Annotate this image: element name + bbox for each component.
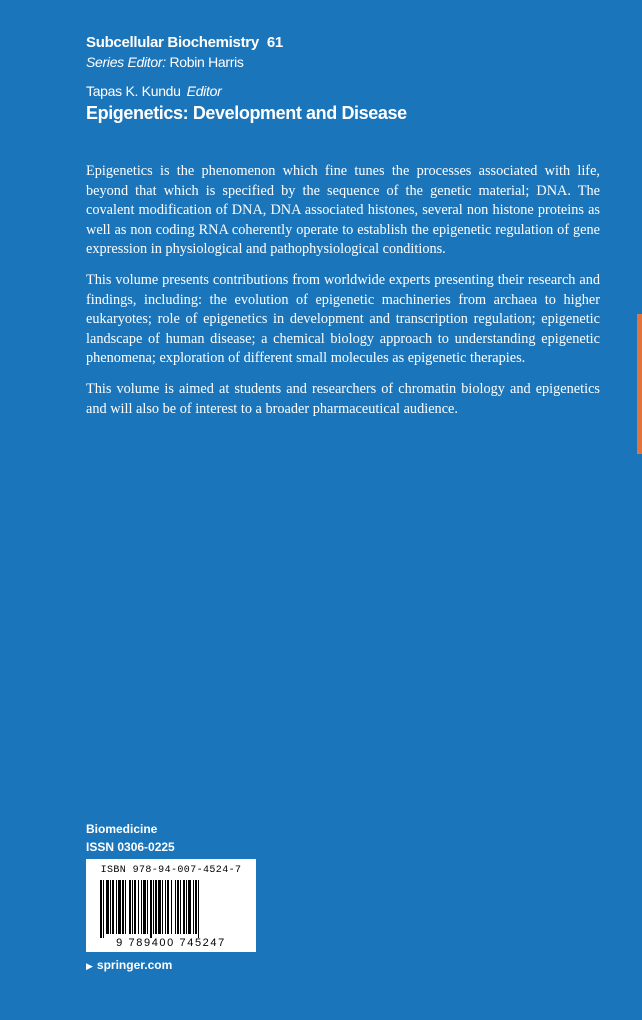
- blurb-paragraph-3: This volume is aimed at students and researchers of chromatin biology and epigenetics and will also be of interest to a broader pharmaceutical audience.: [86, 380, 600, 417]
- series-editor-name: Robin Harris: [169, 54, 244, 70]
- barcode-bar: [147, 880, 148, 934]
- barcode-bar: [186, 880, 187, 934]
- series-volume: 61: [266, 34, 283, 51]
- barcode-bars: [100, 880, 242, 938]
- barcode-bar: [183, 880, 185, 934]
- barcode-bar: [177, 880, 179, 934]
- barcode-bar: [175, 880, 176, 934]
- blurb-paragraph-2: This volume presents contributions from worldwide experts presenting their research and findings, including: the evolution of epigenetic machineries from archaea to higher eukaryotes; role of epigenetics in development and transcription regulation; epigenetic landscape of human disease; a chemical biology approach to understanding epigenetic phenomena; exploration of different small molecules as epigenetic therapies.: [86, 271, 600, 367]
- blurb-paragraph-1: Epigenetics is the phenomenon which fine tunes the processes associated with life, beyond that which is specified by the sequence of the genetic material; DNA. The covalent modification of DNA, DNA associated histones, several non histone proteins as well as non coding RNA coherently operate to establish the epigenetic regulation of gene expression in physiological and pathophysiological conditions.: [86, 163, 600, 258]
- barcode-bar: [110, 880, 111, 934]
- barcode-bar: [138, 880, 139, 934]
- editor-role: Editor: [186, 83, 222, 99]
- subject-category: Biomedicine: [86, 822, 158, 836]
- barcode-bar: [167, 880, 169, 934]
- barcode-bar: [155, 880, 157, 934]
- barcode-bar: [116, 880, 117, 934]
- barcode-bar: [141, 880, 142, 934]
- barcode-bar: [180, 880, 181, 934]
- play-arrow-icon: ▶: [86, 961, 93, 971]
- barcode-bar: [125, 880, 126, 934]
- book-title: Epigenetics: Development and Disease: [86, 103, 407, 123]
- barcode-bar: [143, 880, 146, 934]
- series-line: [86, 34, 283, 51]
- barcode-bar: [153, 880, 154, 934]
- barcode-bar: [106, 880, 109, 934]
- editor-name: Tapas K. Kundu: [86, 83, 181, 99]
- issn: ISSN 0306-0225: [86, 840, 175, 854]
- series-editor-label: Series Editor:: [86, 54, 166, 70]
- blurb: [86, 162, 600, 430]
- barcode-bar: [162, 880, 163, 934]
- website-text: springer.com: [96, 958, 173, 972]
- barcode-bar: [193, 880, 194, 934]
- barcode-bar: [158, 880, 161, 934]
- series-name: Subcellular Biochemistry: [86, 34, 259, 51]
- barcode-digits: 9 789400 745247: [116, 937, 226, 949]
- barcode-bar: [198, 880, 199, 938]
- barcode-bar: [129, 880, 131, 934]
- barcode-bar: [134, 880, 136, 934]
- barcode-bar: [122, 880, 124, 934]
- barcode-bar: [118, 880, 121, 934]
- barcode-bar: [100, 880, 102, 938]
- barcode-bar: [165, 880, 166, 934]
- barcode-bar: [195, 880, 197, 934]
- spine-accent-bar: [637, 314, 642, 454]
- barcode-bar: [103, 880, 104, 938]
- barcode-isbn: ISBN 978-94-007-4524-7: [100, 865, 242, 876]
- series-editor-line: [86, 54, 244, 70]
- barcode-bar: [150, 880, 152, 938]
- website-link[interactable]: [86, 958, 172, 972]
- editor-line: [86, 83, 221, 99]
- barcode-bar: [188, 880, 191, 934]
- barcode-bar: [132, 880, 133, 934]
- barcode: [86, 859, 256, 952]
- barcode-bar: [171, 880, 172, 934]
- barcode-bar: [112, 880, 114, 934]
